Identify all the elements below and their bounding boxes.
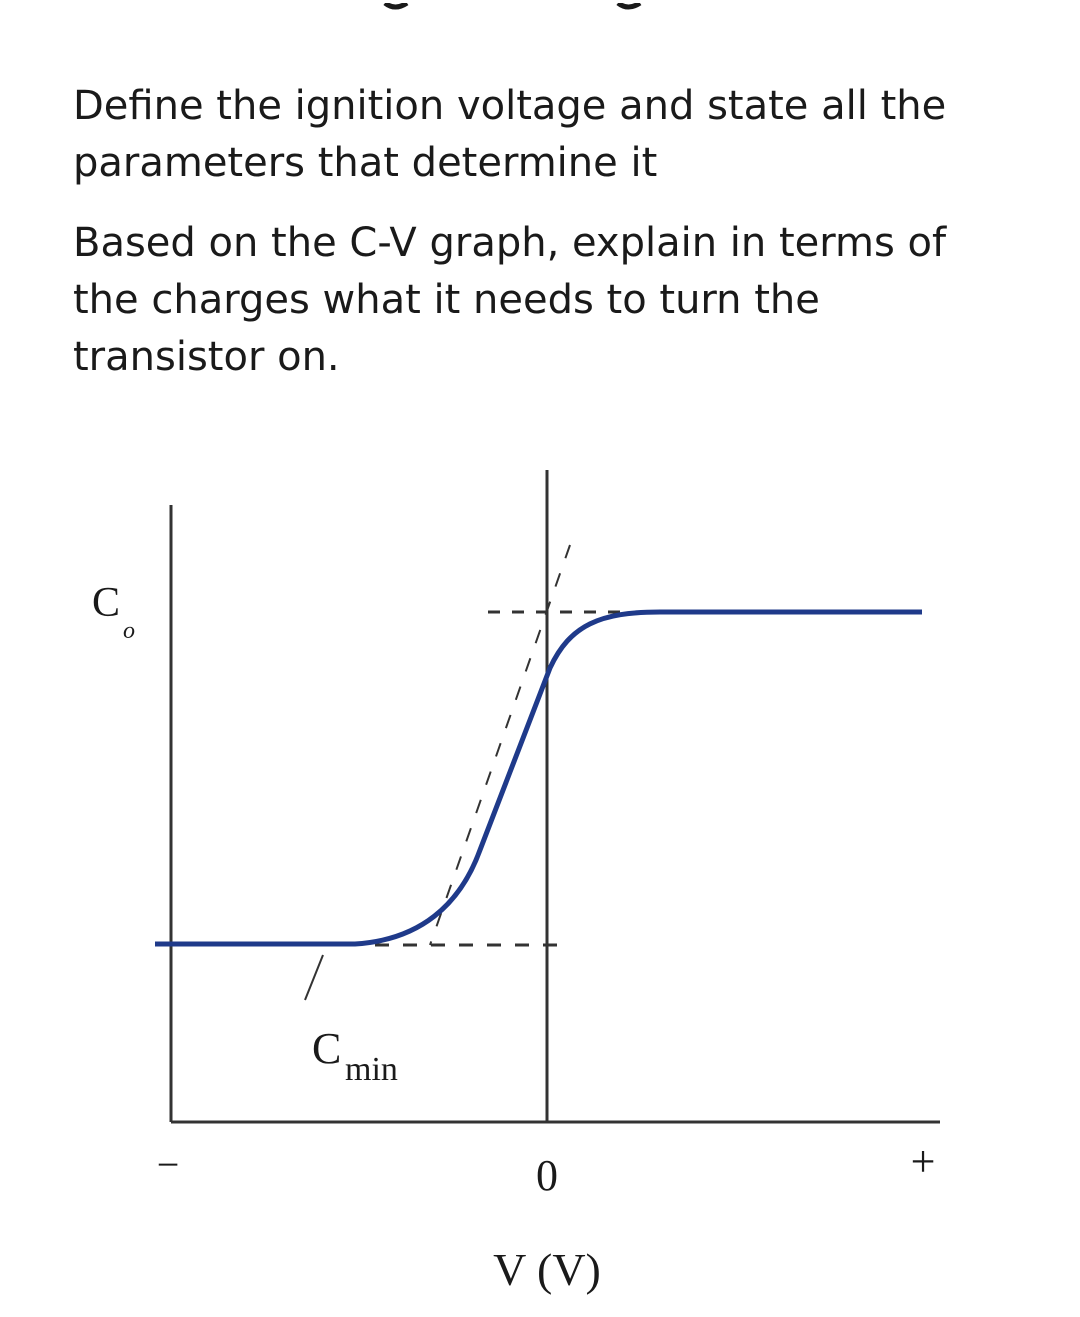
x-tick-plus: + — [910, 1137, 936, 1186]
y-axis-label-co: C — [92, 580, 121, 626]
cmin-label-subscript: min — [345, 1051, 398, 1088]
cmin-label: C — [312, 1024, 342, 1073]
cv-curve — [155, 612, 922, 944]
tangent-dashed-line — [430, 545, 570, 945]
x-axis-label: V (V) — [493, 1244, 601, 1295]
question-two-line3: transistor on. — [73, 334, 340, 380]
question-two-line2: the charges what it needs to turn the — [73, 277, 820, 323]
cmin-pointer — [305, 955, 323, 1000]
question-two-line1: Based on the C-V graph, explain in terms of — [73, 220, 947, 266]
question-one-line1: Define the ignition voltage and state all the — [73, 83, 947, 129]
x-tick-minus: − — [156, 1142, 180, 1187]
question-one-line2: parameters that determine it — [73, 140, 658, 186]
y-axis-label-co-subscript: o — [123, 618, 135, 644]
x-tick-zero: 0 — [536, 1151, 558, 1200]
